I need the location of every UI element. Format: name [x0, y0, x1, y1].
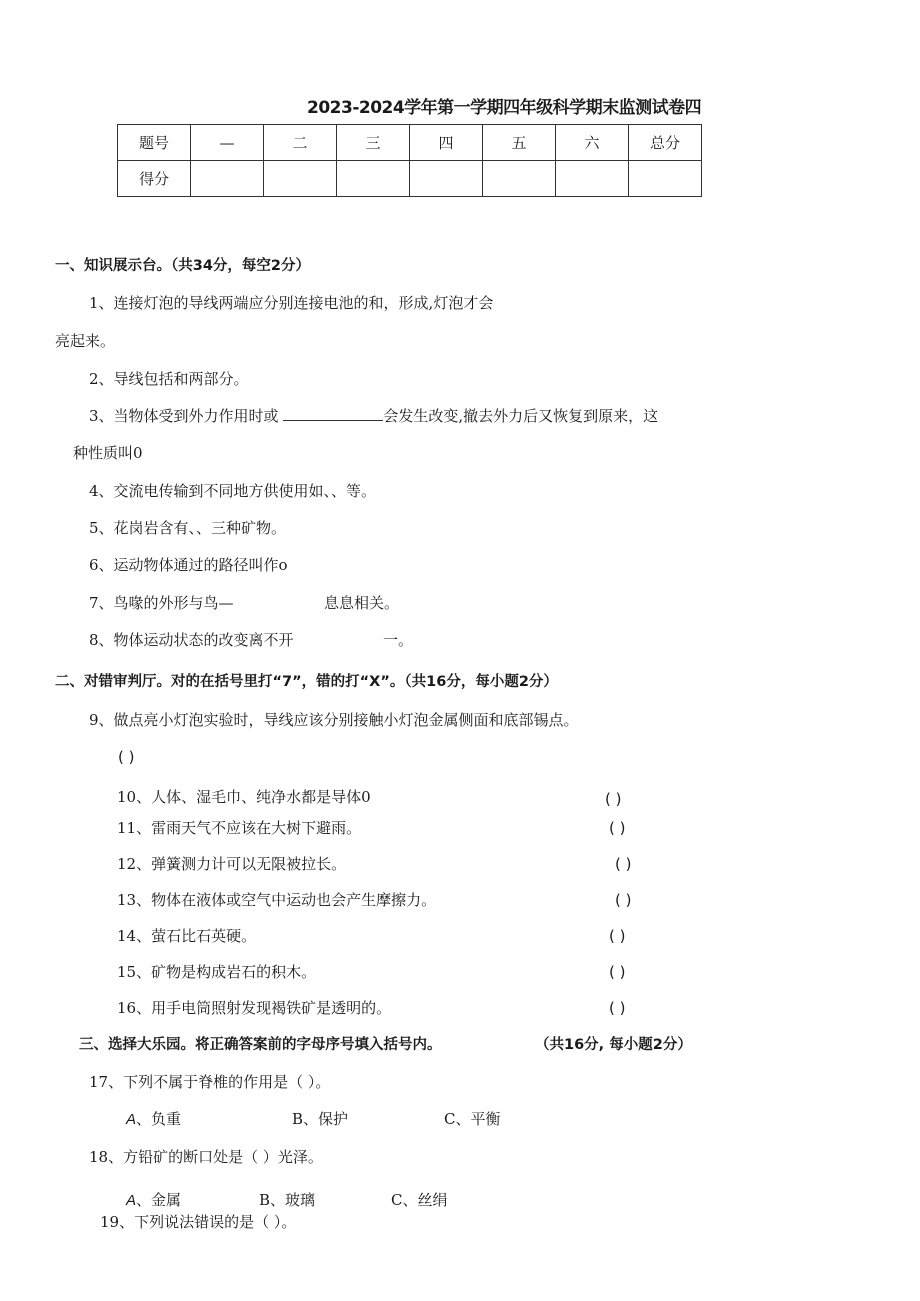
question-10: 10、人体、湿毛巾、纯净水都是导体0	[117, 788, 371, 806]
question-17: 17、下列不属于脊椎的作用是（ ）。	[89, 1073, 331, 1091]
question-3-line2: 种性质叫0	[73, 444, 143, 462]
question-18-option-c: C、丝绢	[391, 1191, 448, 1209]
page-title: 2023-2024学年第一学期四年级科学期末监测试卷四	[307, 98, 702, 118]
question-8-part1: 8、物体运动状态的改变离不开	[89, 631, 294, 649]
section3-heading: 三、选择大乐园。将正确答案前的字母序号填入括号内。	[79, 1037, 442, 1053]
question-14: 14、萤石比石英硬。	[117, 927, 257, 945]
score-cell-empty	[410, 161, 483, 197]
score-cell-header: 二	[264, 125, 337, 161]
score-cell-empty	[264, 161, 337, 197]
answer-paren: ( )	[118, 748, 135, 766]
option-text: 、金属	[136, 1191, 182, 1209]
score-row-label: 得分	[118, 161, 191, 197]
question-7-part2: 息息相关。	[324, 594, 400, 612]
question-17-option-b: B、保护	[292, 1110, 349, 1128]
score-cell-empty	[191, 161, 264, 197]
score-cell-header: 六	[556, 125, 629, 161]
question-3-text-pre: 3、当物体受到外力作用时或	[89, 407, 279, 425]
question-17-option-c: C、平衡	[444, 1110, 501, 1128]
score-cell-empty	[556, 161, 629, 197]
option-text: 、负重	[136, 1110, 182, 1128]
answer-paren: ( )	[615, 891, 632, 909]
section1-heading: 一、知识展示台。（共34分，每空2分）	[55, 258, 311, 274]
option-letter-a: A	[126, 1111, 137, 1128]
score-cell-empty	[337, 161, 410, 197]
question-7-part1: 7、鸟喙的外形与鸟—	[89, 594, 234, 612]
answer-paren: ( )	[609, 999, 626, 1017]
option-letter-a: A	[126, 1192, 137, 1209]
answer-paren: ( )	[609, 927, 626, 945]
answer-paren: ( )	[615, 855, 632, 873]
question-11: 11、雷雨天气不应该在大树下避雨。	[117, 819, 362, 837]
question-18-option-b: B、玻璃	[259, 1191, 316, 1209]
score-table-header-row	[118, 125, 702, 161]
answer-blank	[283, 406, 383, 421]
section3-score-note: （共16分, 每小题2分）	[535, 1037, 692, 1053]
answer-paren: ( )	[609, 819, 626, 837]
score-cell-header: 四	[410, 125, 483, 161]
score-cell-header: 总分	[629, 125, 702, 161]
section2-heading: 二、对错审判厅。对的在括号里打“7”，错的打“X”。（共16分，每小题2分）	[55, 674, 558, 690]
question-12: 12、弹簧测力计可以无限被拉长。	[117, 855, 347, 873]
question-9: 9、做点亮小灯泡实验时，导线应该分别接触小灯泡金属侧面和底部锡点。	[89, 711, 579, 729]
question-4: 4、交流电传输到不同地方供使用如、、等。	[89, 482, 377, 500]
answer-paren: ( )	[605, 790, 622, 808]
question-18: 18、方铅矿的断口处是（ ）光泽。	[89, 1148, 323, 1166]
question-13: 13、物体在液体或空气中运动也会产生摩擦力。	[117, 891, 437, 909]
question-2: 2、导线包括和两部分。	[89, 370, 249, 388]
score-table	[117, 124, 702, 197]
question-8-part2: 一。	[383, 631, 414, 649]
score-table-score-row	[118, 161, 702, 197]
question-6: 6、运动物体通过的路径叫作o	[89, 556, 288, 574]
question-18-option-a	[126, 1190, 181, 1211]
question-3-line1	[89, 406, 658, 426]
score-cell-header: 题号	[118, 125, 191, 161]
question-3-text-post: 会发生改变,撤去外力后又恢复到原来，这	[383, 407, 659, 425]
score-cell-header: 三	[337, 125, 410, 161]
question-19: 19、下列说法错误的是（ ）。	[100, 1213, 297, 1231]
score-cell-empty	[629, 161, 702, 197]
score-cell-header: —	[191, 125, 264, 161]
answer-paren: ( )	[609, 963, 626, 981]
question-16: 16、用手电筒照射发现褐铁矿是透明的。	[117, 999, 392, 1017]
score-cell-header: 五	[483, 125, 556, 161]
question-17-option-a	[126, 1109, 181, 1130]
score-cell-empty	[483, 161, 556, 197]
question-1-line1: 1、连接灯泡的导线两端应分别连接电池的和，形成,灯泡才会	[89, 294, 494, 312]
question-15: 15、矿物是构成岩石的积木。	[117, 963, 317, 981]
question-5: 5、花岗岩含有、、三种矿物。	[89, 519, 287, 537]
question-1-line2: 亮起来。	[55, 332, 116, 350]
